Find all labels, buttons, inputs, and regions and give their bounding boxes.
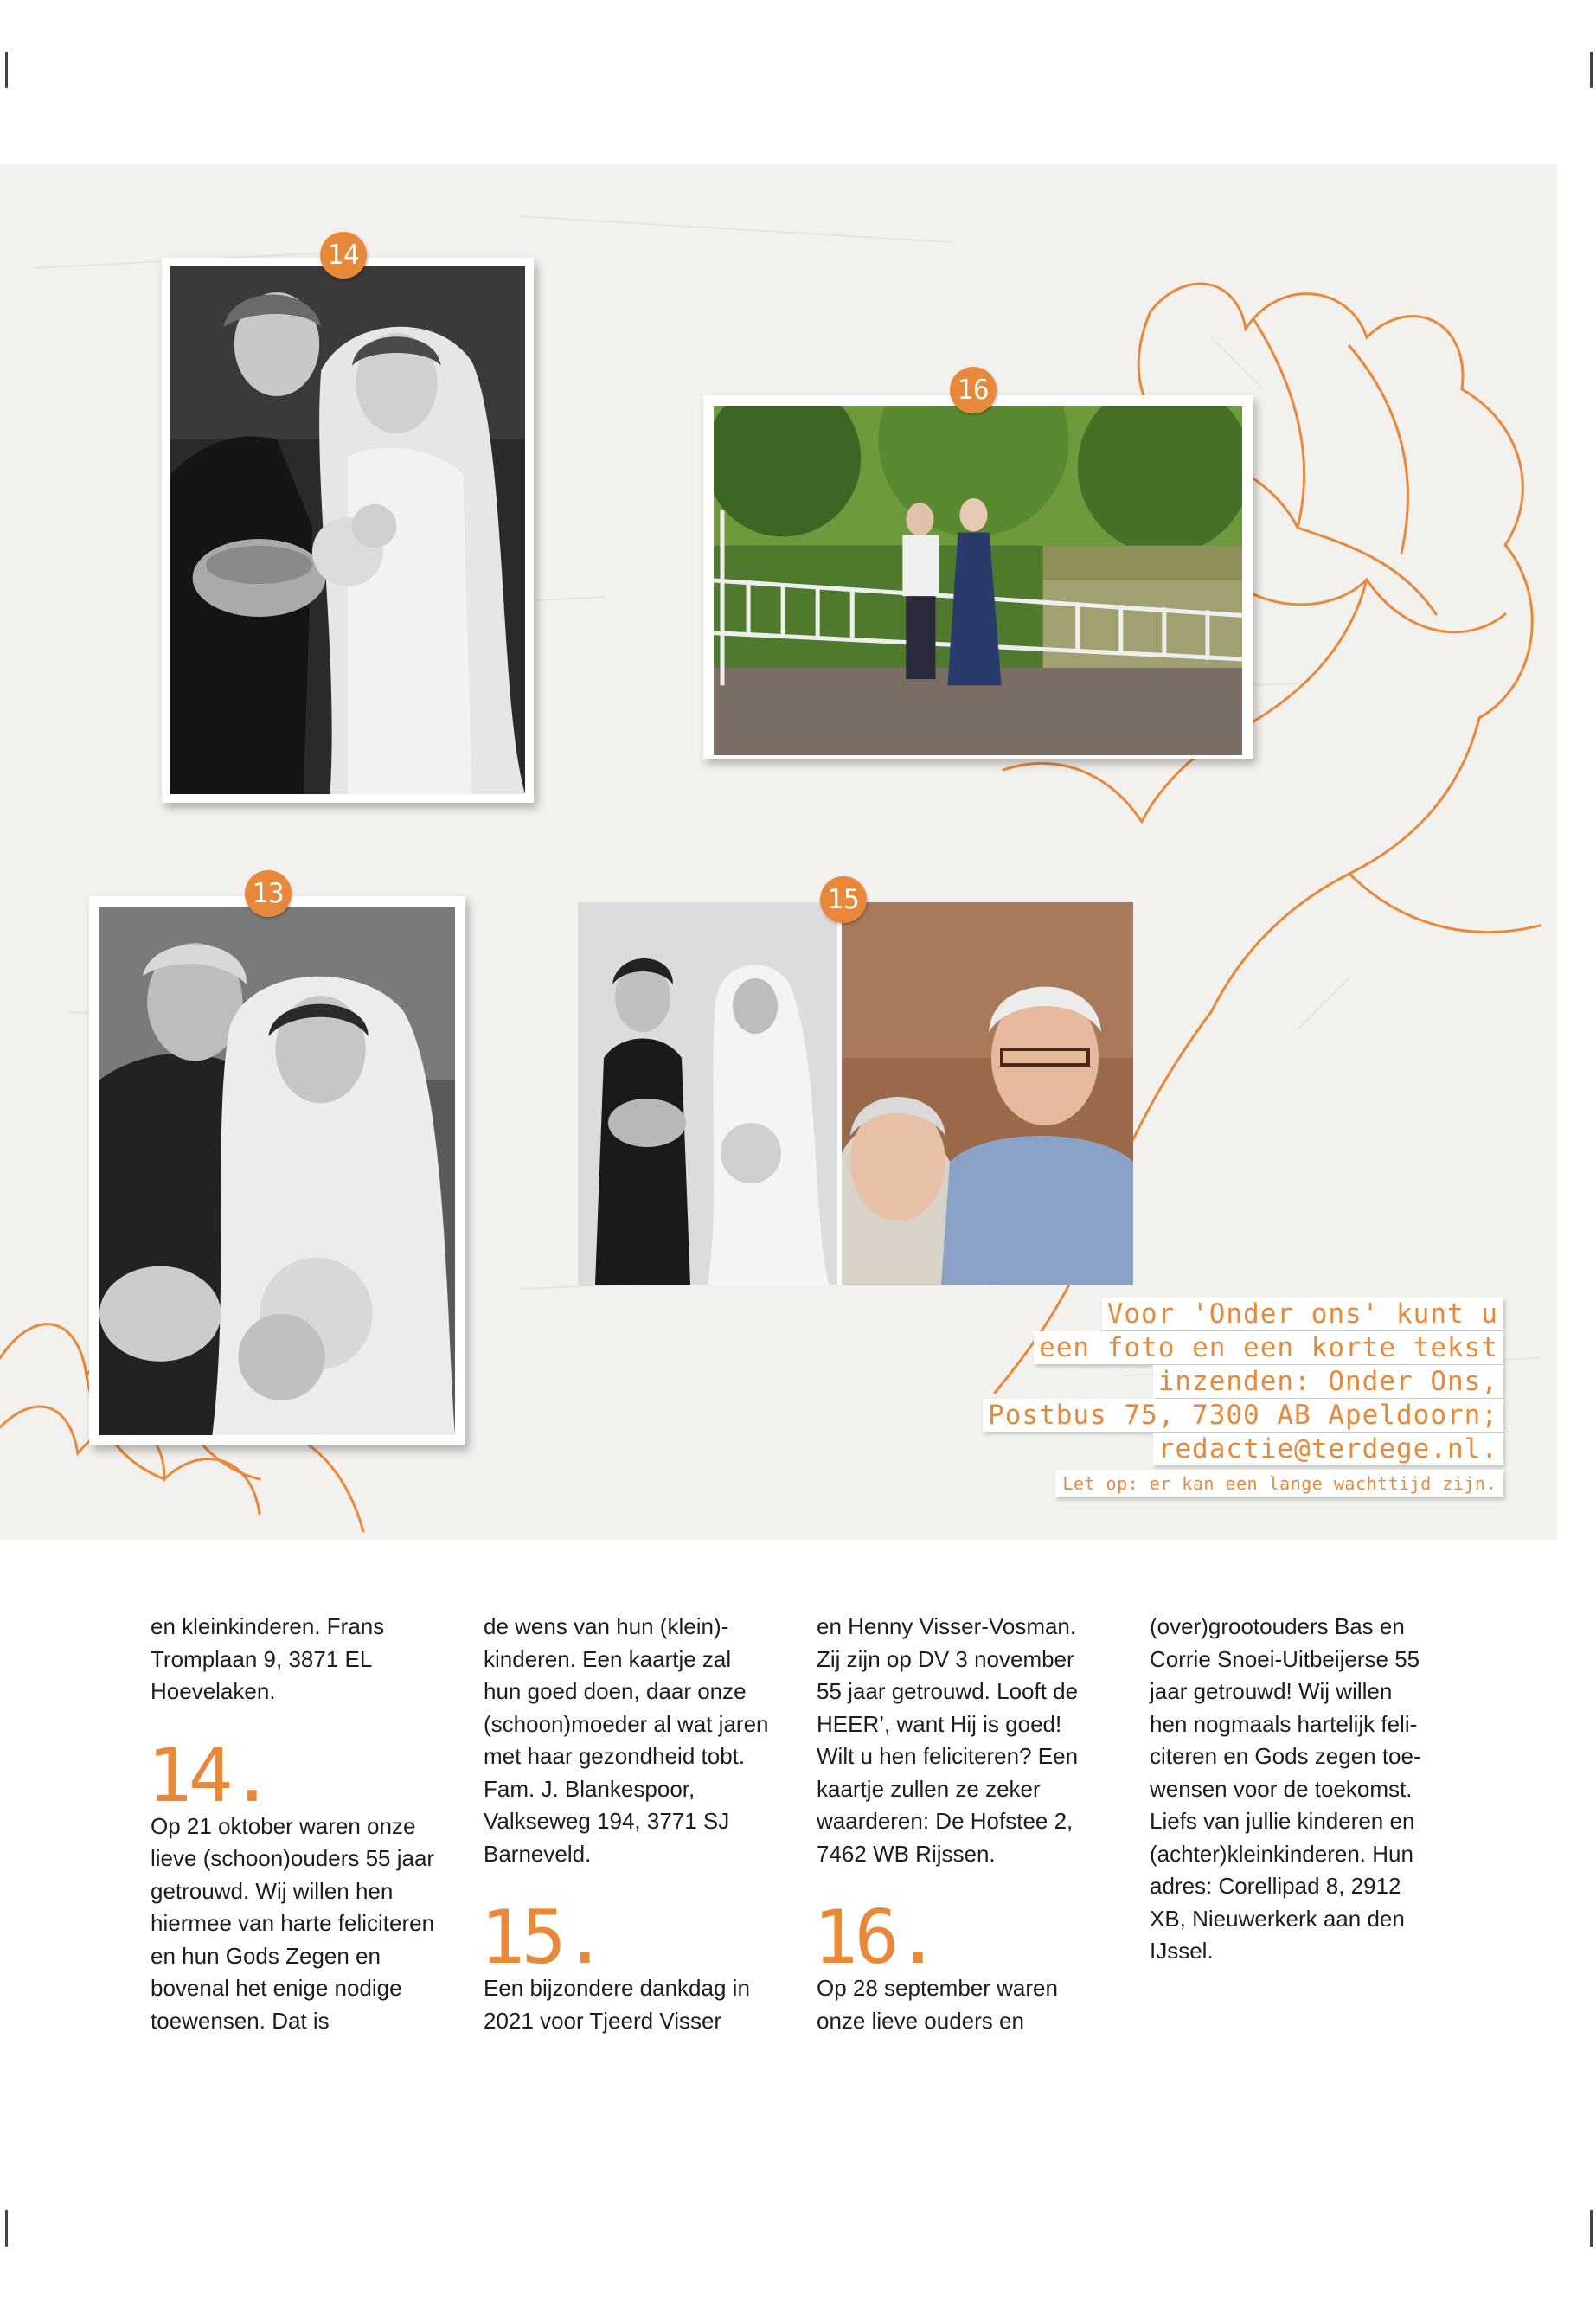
column-intro-text: de wens van hun (klein)-kinderen. Een kaartje zal hun goed doen, daar onze (schoon)moeder al wat jaren met haar gezondheid tobt. Fam. J. Blankespoor, Valkseweg 194, 3771 SJ Barneveld. <box>484 1613 769 1867</box>
section-body-text: Op 21 oktober waren onze lieve (schoon)ouders 55 jaar getrouwd. Wij willen hen hiermee van harte feliciteren en hun Gods Zegen en bovenal het enige nodige toewensen. Dat is <box>151 1812 435 2034</box>
crop-mark-bottom-left <box>5 2210 8 2247</box>
crop-mark-top-left <box>5 52 8 88</box>
waiting-time-note: Let op: er kan een lange wachttijd zijn. <box>1055 1470 1503 1497</box>
section-number-15: 15. <box>480 1894 605 1981</box>
text-column-2 <box>480 1611 769 2037</box>
submission-line: een foto en een korte tekst <box>1034 1331 1503 1364</box>
wedding-photo-bw-image <box>99 907 455 1435</box>
submission-email[interactable]: redactie@terdege.nl. <box>1153 1433 1503 1465</box>
crop-mark-top-right <box>1590 52 1593 88</box>
submission-line: Voor 'Onder ons' kunt u <box>1102 1298 1503 1330</box>
photo-15-composite <box>578 902 1133 1285</box>
photo-badge-15: 15 <box>820 876 867 923</box>
photo-badge-14: 14 <box>320 232 367 279</box>
park-bridge-photo-image <box>714 406 1242 755</box>
section-body-text: Een bijzondere dankdag in 2021 voor Tjeerd Visser <box>484 1975 750 2034</box>
wedding-photo-bw-image <box>170 266 525 794</box>
photo-13-wedding <box>89 896 465 1445</box>
photo-collage <box>0 164 1557 1540</box>
photo-14-wedding <box>162 258 534 803</box>
photo-16-park <box>703 395 1253 759</box>
column-intro-text: en Henny Visser-Vosman. Zij zijn op DV 3 november 55 jaar getrouwd. Looft de HEER’, want Hij is goed! Wilt u hen feliciteren? Een kaartje zullen ze zeker waarderen: De Hofstee 2, 7462 WB Rijssen. <box>817 1613 1079 1867</box>
section-number-16: 16. <box>813 1894 938 1981</box>
crop-mark-bottom-right <box>1590 2210 1593 2247</box>
column-intro-text: (over)grootouders Bas en Corrie Snoei-Uitbeijerse 55 jaar getrouwd! Wij willen hen nogmaals hartelijk feliciteren en Gods zegen toewensen voor de toekomst. Liefs van jullie kinderen en (achter)kleinkinderen. Hun adres: Corellipad 8, 2912 XB, Nieuwerkerk aan den IJssel. <box>1150 1613 1421 1964</box>
photo-badge-16: 16 <box>950 367 997 413</box>
submission-info-box <box>915 1298 1503 1497</box>
wedding-then-now-photo-image <box>578 902 1133 1285</box>
photo-badge-13: 13 <box>245 870 292 917</box>
section-number-14: 14. <box>147 1732 272 1819</box>
text-column-3 <box>813 1611 1102 2037</box>
text-column-1 <box>147 1611 436 2037</box>
submission-line: inzenden: Onder Ons, <box>1153 1365 1503 1398</box>
submission-address: Postbus 75, 7300 AB Apeldoorn; <box>983 1399 1503 1432</box>
column-intro-text: en kleinkinderen. Frans Tromplaan 9, 3871 EL Hoevelaken. <box>151 1613 385 1704</box>
text-column-4 <box>1150 1611 1435 1968</box>
section-body-text: Op 28 september waren onze lieve ouders en <box>817 1975 1058 2034</box>
